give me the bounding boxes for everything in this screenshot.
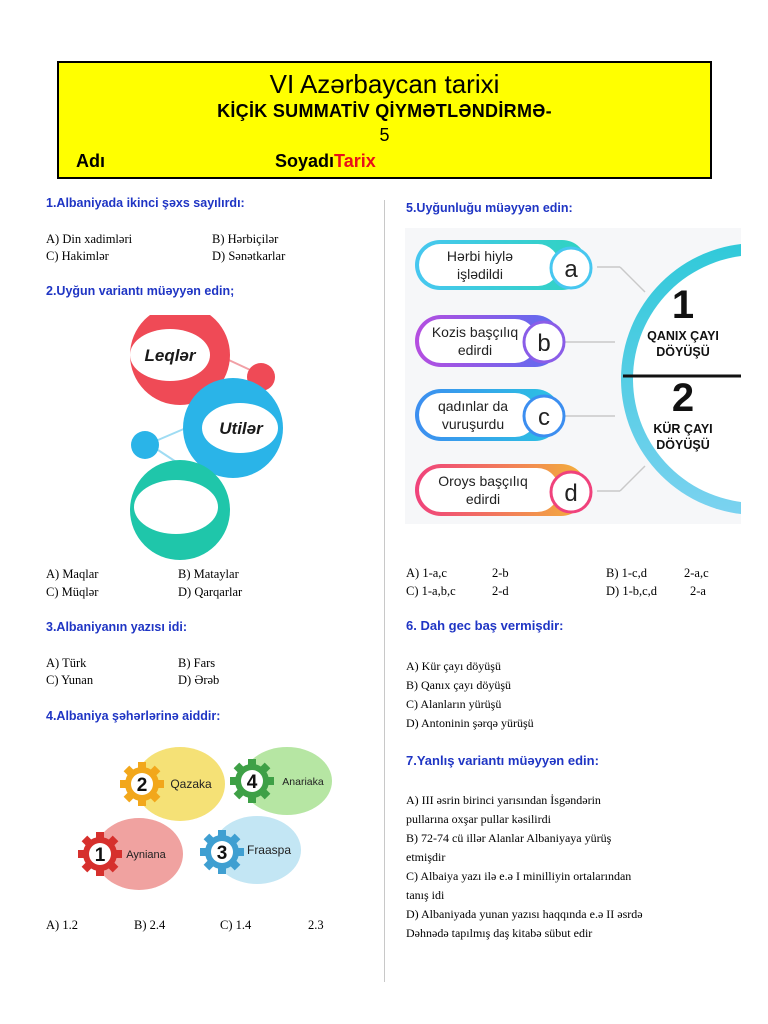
q5-battle1-line1: QANIX ÇAYI: [647, 329, 719, 343]
q5-option-a-part2: 2-b: [492, 566, 509, 580]
q6-option-a: A) Kür çayı döyüşü: [406, 659, 501, 673]
q4-option-b: B) 2.4: [134, 918, 166, 932]
q7-option-b-line2: etmişdir: [406, 850, 446, 864]
q5-letter-c: c: [538, 404, 550, 431]
q5-letter-b: b: [537, 330, 551, 357]
q7-option-b-line1: B) 72-74 cü illər Alanlar Albaniyaya yürüş: [406, 831, 612, 845]
q3-option-d: D) Ərəb: [178, 673, 220, 687]
q3-option-b: B) Fars: [178, 656, 216, 670]
q2-label3-bg: [134, 480, 218, 534]
q1-option-d: D) Sənətkarlar: [212, 249, 286, 263]
q7-option-c-line1: C) Albaiya yazı ilə e.ə I minilliyin ortalarından: [406, 869, 632, 883]
q2-question: 2.Uyğun variantı müəyyən edin;: [46, 284, 235, 298]
q2-label-leqler: Leqlər: [144, 346, 196, 365]
q7-option-d-line2: Dəhnədə tapılmış daş kitabə sübut edir: [406, 926, 593, 940]
q5-item-d-line1: Oroys başçılıq: [438, 473, 528, 489]
q5-battle2-line1: KÜR ÇAYI: [653, 422, 713, 436]
q5-item-c-line2: vuruşurdu: [441, 416, 505, 432]
q4-gear-1-label: Ayniana: [126, 849, 166, 861]
q5-question: 5.Uyğunluğu müəyyən edin:: [406, 201, 573, 215]
q5-option-b: B) 1-c,d: [606, 566, 647, 580]
surname-field: [275, 151, 376, 172]
q2-option-a: A) Maqlar: [46, 567, 99, 581]
q2-label-utiler: Utilər: [219, 419, 263, 438]
q2-diagram: [118, 315, 288, 565]
q7-option-a-line1: A) III əsrin birinci yarısından İsgəndərin: [406, 793, 601, 807]
header-box: [57, 61, 712, 179]
q5-option-b-part2: 2-a,c: [684, 566, 709, 580]
q7-question: 7.Yanlış variantı müəyyən edin:: [406, 753, 599, 768]
q5-matching-diagram: [405, 228, 741, 524]
q1-option-b: B) Hərbiçilər: [212, 232, 279, 246]
q5-option-c-part2: 2-d: [492, 584, 509, 598]
q4-option-a: A) 1.2: [46, 918, 78, 932]
subject-label: Tarix: [334, 151, 376, 171]
q4-gear-4-label: Anariaka: [282, 776, 324, 788]
q5-option-d: D) 1-b,c,d: [606, 584, 658, 598]
q1-question: 1.Albaniyada ikinci şəxs sayılırdı:: [46, 196, 245, 210]
q5-letter-d: d: [564, 480, 578, 507]
q4-question: 4.Albaniya şəhərlərinə aiddir:: [46, 709, 221, 723]
q5-option-c: C) 1-a,b,c: [406, 584, 456, 598]
q3-option-a: A) Türk: [46, 656, 87, 670]
q2-option-b: B) Mataylar: [178, 567, 239, 581]
q2-option-c: C) Müqlər: [46, 585, 99, 599]
q4-gear-diagram: [72, 742, 342, 902]
q1-option-c: C) Hakimlər: [46, 249, 109, 263]
q5-option-a: A) 1-a,c: [406, 566, 447, 580]
page-subtitle: KİÇİK SUMMATİV QİYMƏTLƏNDİRMƏ-: [217, 101, 552, 121]
q6-option-d: D) Antoninin şərqə yürüşü: [406, 716, 534, 730]
q7-option-d-line1: D) Albaniyada yunan yazısı haqqında e.ə II əsrdə: [406, 907, 643, 921]
q5-item-b-line2: edirdi: [457, 342, 493, 358]
q5-option-d-part2: 2-a: [690, 584, 706, 598]
q5-letter-a: a: [564, 256, 578, 283]
q4-gear-3-num: 3: [216, 843, 228, 864]
q4-gear-2-label: Qazaka: [170, 777, 212, 791]
q4-gear-3-label: Fraaspa: [246, 843, 292, 857]
q2-dot-blue: [131, 431, 159, 459]
q4-gear-1-num: 1: [94, 845, 106, 866]
column-divider: [384, 200, 385, 982]
q7-option-a-line2: pullarına oxşar pullar kəsilirdi: [406, 812, 551, 826]
q5-item-c-line1: qadınlar da: [437, 398, 509, 414]
q3-question: 3.Albaniyanın yazısı idi:: [46, 620, 188, 634]
page-title: VI Azərbaycan tarixi: [269, 69, 500, 99]
q4-gear-2-num: 2: [136, 775, 148, 796]
q6-question: 6. Dah gec baş vermişdir:: [406, 618, 564, 633]
q5-item-a-line1: Hərbi hiylə: [446, 248, 514, 264]
q7-option-c-line2: tanış idi: [406, 888, 445, 902]
q2-option-d: D) Qarqarlar: [178, 585, 243, 599]
name-label: Adı: [76, 151, 105, 171]
q3-option-c: C) Yunan: [46, 673, 94, 687]
surname-label: Soyadı: [275, 151, 335, 171]
q4-option-c: C) 1.4: [220, 918, 252, 932]
q5-battle2-num: 2: [671, 376, 695, 420]
q4-gear-4-num: 4: [246, 772, 258, 793]
q6-option-c: C) Alanların yürüşü: [406, 697, 502, 711]
q6-option-b: B) Qanıx çayı döyüşü: [406, 678, 511, 692]
q5-battle1-num: 1: [671, 283, 695, 327]
q5-item-d-line2: edirdi: [465, 491, 501, 507]
q5-item-b-line1: Kozis başçılıq: [431, 324, 519, 340]
q5-battle2-line2: DÖYÜŞÜ: [656, 438, 710, 452]
q5-item-a-line2: işlədildi: [457, 266, 503, 282]
q4-option-d: 2.3: [308, 918, 324, 932]
q5-battle1-line2: DÖYÜŞÜ: [656, 345, 710, 359]
assessment-number: 5: [379, 125, 390, 145]
q1-option-a: A) Din xadimləri: [46, 232, 133, 246]
